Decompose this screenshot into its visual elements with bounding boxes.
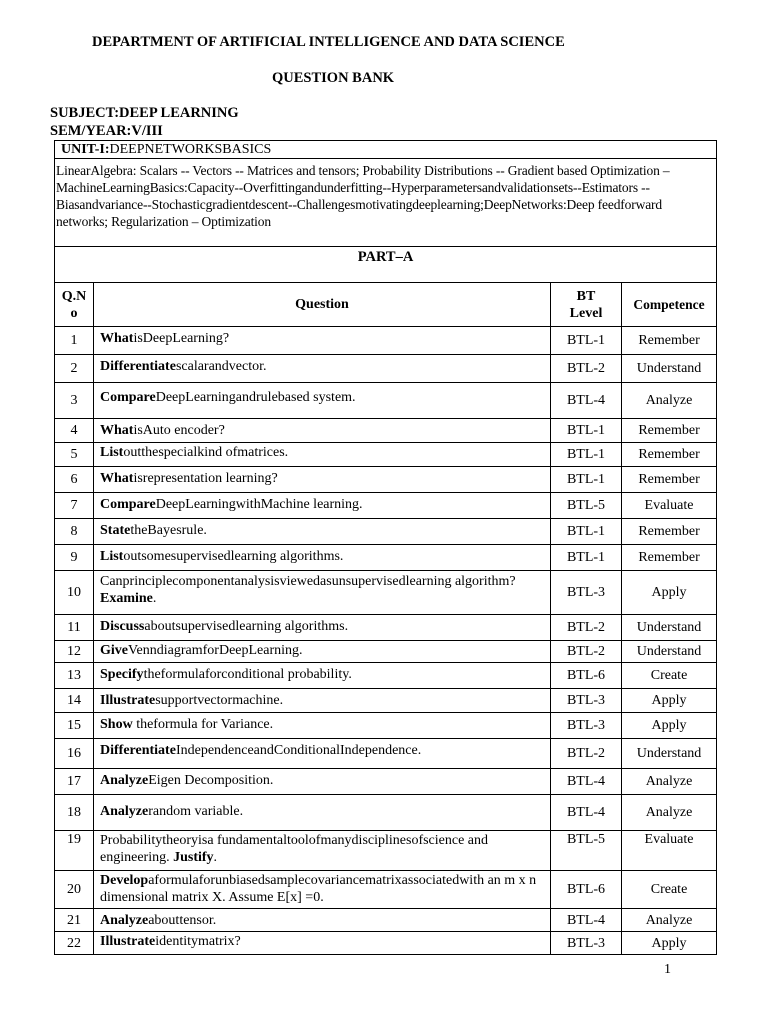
question-text bbox=[94, 419, 551, 443]
table-row bbox=[55, 663, 717, 689]
question-text-part: DeepLearningwithMachine learning. bbox=[155, 497, 363, 512]
question-text bbox=[94, 713, 551, 739]
competence: Apply bbox=[622, 932, 717, 955]
question-text bbox=[94, 831, 551, 871]
bt-level: BTL-4 bbox=[551, 769, 622, 795]
question-text bbox=[94, 327, 551, 355]
table-row bbox=[55, 355, 717, 383]
question-text-part: aformulaforunbiasedsamplecovariancematrixassociatedwith an m x n dimensional matrix X. Assume E[x] =0. bbox=[100, 873, 540, 905]
question-number: 17 bbox=[55, 769, 94, 795]
syllabus-row bbox=[55, 159, 717, 247]
competence: Evaluate bbox=[622, 493, 717, 519]
column-header-row bbox=[55, 283, 717, 327]
question-verb: Examine bbox=[100, 591, 153, 606]
question-text-part: IndependenceandConditionalIndependence. bbox=[175, 743, 422, 758]
bt-level: BTL-1 bbox=[551, 443, 622, 467]
question-text-part: theformulaforconditional probability. bbox=[143, 667, 352, 682]
table-row bbox=[55, 739, 717, 769]
table-row bbox=[55, 443, 717, 467]
question-text-part: isAuto encoder? bbox=[133, 423, 225, 438]
question-number: 15 bbox=[55, 713, 94, 739]
unit-label: UNIT-I: bbox=[61, 142, 110, 157]
question-text bbox=[94, 355, 551, 383]
table-row bbox=[55, 641, 717, 663]
question-verb: Analyze bbox=[100, 913, 149, 928]
column-header-competence: Competence bbox=[622, 283, 717, 327]
bt-level: BTL-3 bbox=[551, 713, 622, 739]
question-text-part: abouttensor. bbox=[148, 913, 217, 928]
question-text bbox=[94, 689, 551, 713]
competence: Understand bbox=[622, 615, 717, 641]
question-text-part: scalarandvector. bbox=[175, 359, 267, 374]
question-text bbox=[94, 909, 551, 932]
question-verb: Show bbox=[100, 717, 133, 732]
bt-level: BTL-1 bbox=[551, 419, 622, 443]
question-number: 22 bbox=[55, 932, 94, 955]
table-row bbox=[55, 327, 717, 355]
competence: Analyze bbox=[622, 383, 717, 419]
question-number: 6 bbox=[55, 467, 94, 493]
question-text-part: isDeepLearning? bbox=[133, 331, 230, 346]
question-number: 16 bbox=[55, 739, 94, 769]
bt-level: BTL-1 bbox=[551, 467, 622, 493]
question-rows bbox=[55, 327, 717, 955]
competence: Analyze bbox=[622, 769, 717, 795]
question-text bbox=[94, 769, 551, 795]
competence: Analyze bbox=[622, 795, 717, 831]
question-text bbox=[94, 571, 551, 615]
qno-header-line1: Q.N bbox=[61, 288, 87, 304]
table-row bbox=[55, 769, 717, 795]
question-verb: State bbox=[100, 523, 131, 538]
competence: Evaluate bbox=[622, 831, 717, 871]
question-text bbox=[94, 467, 551, 493]
question-number: 20 bbox=[55, 871, 94, 909]
question-text-part: isrepresentation learning? bbox=[133, 471, 278, 486]
question-text bbox=[94, 615, 551, 641]
question-verb: Differentiate bbox=[100, 743, 176, 758]
bt-level: BTL-1 bbox=[551, 327, 622, 355]
bt-level: BTL-4 bbox=[551, 795, 622, 831]
question-number: 18 bbox=[55, 795, 94, 831]
bt-header-line2: Level bbox=[569, 305, 603, 321]
question-text bbox=[94, 871, 551, 909]
competence: Understand bbox=[622, 641, 717, 663]
question-verb: Differentiate bbox=[100, 359, 176, 374]
question-verb: Specify bbox=[100, 667, 144, 682]
competence: Remember bbox=[622, 443, 717, 467]
question-text bbox=[94, 932, 551, 955]
question-number: 7 bbox=[55, 493, 94, 519]
question-text bbox=[94, 383, 551, 419]
column-header-question: Question bbox=[94, 283, 551, 327]
question-verb: What bbox=[100, 331, 134, 346]
question-verb: Develop bbox=[100, 873, 149, 888]
bt-level: BTL-1 bbox=[551, 519, 622, 545]
competence: Apply bbox=[622, 689, 717, 713]
qno-header-line2: o bbox=[70, 305, 78, 321]
question-number: 13 bbox=[55, 663, 94, 689]
competence: Apply bbox=[622, 713, 717, 739]
competence: Apply bbox=[622, 571, 717, 615]
table-row bbox=[55, 871, 717, 909]
question-verb: List bbox=[100, 445, 124, 460]
question-text bbox=[94, 795, 551, 831]
question-text bbox=[94, 739, 551, 769]
bt-level: BTL-3 bbox=[551, 571, 622, 615]
question-verb: Analyze bbox=[100, 773, 149, 788]
bt-level: BTL-3 bbox=[551, 689, 622, 713]
competence: Analyze bbox=[622, 909, 717, 932]
table-row bbox=[55, 713, 717, 739]
question-text bbox=[94, 493, 551, 519]
question-text-part: identitymatrix? bbox=[155, 934, 241, 949]
question-number: 19 bbox=[55, 831, 94, 871]
table-row bbox=[55, 493, 717, 519]
competence: Understand bbox=[622, 739, 717, 769]
question-text-part: Probabilitytheoryisa fundamentaltoolofmanydisciplinesofscience and engineering. bbox=[100, 833, 489, 865]
question-number: 8 bbox=[55, 519, 94, 545]
table-row bbox=[55, 932, 717, 955]
question-number: 10 bbox=[55, 571, 94, 615]
competence: Remember bbox=[622, 419, 717, 443]
table-row bbox=[55, 419, 717, 443]
question-number: 1 bbox=[55, 327, 94, 355]
question-text-part: outsomesupervisedlearning algorithms. bbox=[123, 549, 344, 564]
question-number: 4 bbox=[55, 419, 94, 443]
bt-level: BTL-3 bbox=[551, 932, 622, 955]
bt-level: BTL-6 bbox=[551, 871, 622, 909]
table-row bbox=[55, 909, 717, 932]
question-text-part: outthespecialkind ofmatrices. bbox=[123, 445, 289, 460]
department-heading: DEPARTMENT OF ARTIFICIAL INTELLIGENCE AND DATA SCIENCE bbox=[92, 34, 565, 50]
table-row bbox=[55, 545, 717, 571]
table-row bbox=[55, 615, 717, 641]
question-number: 12 bbox=[55, 641, 94, 663]
page-number: 1 bbox=[664, 962, 671, 977]
competence: Remember bbox=[622, 327, 717, 355]
document-title: QUESTION BANK bbox=[272, 70, 395, 86]
bt-level: BTL-2 bbox=[551, 615, 622, 641]
question-text-part: . bbox=[213, 850, 218, 865]
question-text-part: VenndiagramforDeepLearning. bbox=[128, 643, 303, 658]
question-text-part: random variable. bbox=[148, 804, 244, 819]
unit-row bbox=[55, 141, 717, 159]
table-row bbox=[55, 519, 717, 545]
column-header-bt-level bbox=[551, 283, 622, 327]
bt-level: BTL-4 bbox=[551, 909, 622, 932]
table-row bbox=[55, 831, 717, 871]
question-verb: List bbox=[100, 549, 124, 564]
question-verb: Discuss bbox=[100, 619, 145, 634]
question-number: 21 bbox=[55, 909, 94, 932]
bt-level: BTL-2 bbox=[551, 355, 622, 383]
question-number: 14 bbox=[55, 689, 94, 713]
question-number: 3 bbox=[55, 383, 94, 419]
bt-header-line1: BT bbox=[576, 288, 596, 304]
question-verb: What bbox=[100, 471, 134, 486]
competence: Create bbox=[622, 871, 717, 909]
question-text-part: aboutsupervisedlearning algorithms. bbox=[144, 619, 349, 634]
question-number: 2 bbox=[55, 355, 94, 383]
table-row bbox=[55, 467, 717, 493]
subject-line: SUBJECT:DEEP LEARNING bbox=[50, 105, 239, 121]
question-verb: Analyze bbox=[100, 804, 149, 819]
competence: Create bbox=[622, 663, 717, 689]
question-text-part: theBayesrule. bbox=[130, 523, 207, 538]
question-text-part: theformula for Variance. bbox=[132, 717, 274, 732]
question-verb: Illustrate bbox=[100, 934, 156, 949]
question-text-part: Eigen Decomposition. bbox=[148, 773, 274, 788]
question-text-part: Canprinciplecomponentanalysisviewedasunsupervisedlearning algorithm? bbox=[100, 574, 516, 589]
competence: Remember bbox=[622, 467, 717, 493]
question-verb: Compare bbox=[100, 390, 156, 405]
question-verb: What bbox=[100, 423, 134, 438]
table-row bbox=[55, 689, 717, 713]
question-verb: Justify bbox=[173, 850, 214, 865]
competence: Remember bbox=[622, 519, 717, 545]
bt-level: BTL-1 bbox=[551, 545, 622, 571]
question-text-part: supportvectormachine. bbox=[155, 693, 284, 708]
table-row bbox=[55, 571, 717, 615]
question-text bbox=[94, 443, 551, 467]
column-header-qno bbox=[55, 283, 94, 327]
bt-level: BTL-2 bbox=[551, 739, 622, 769]
question-text bbox=[94, 545, 551, 571]
part-heading: PART–A bbox=[55, 247, 717, 283]
question-bank-table bbox=[54, 140, 717, 955]
bt-level: BTL-5 bbox=[551, 831, 622, 871]
question-number: 5 bbox=[55, 443, 94, 467]
question-number: 9 bbox=[55, 545, 94, 571]
competence: Remember bbox=[622, 545, 717, 571]
bt-level: BTL-5 bbox=[551, 493, 622, 519]
question-text-part: . bbox=[152, 591, 157, 606]
part-row bbox=[55, 247, 717, 283]
competence: Understand bbox=[622, 355, 717, 383]
question-text bbox=[94, 641, 551, 663]
question-number: 11 bbox=[55, 615, 94, 641]
sem-year-line: SEM/YEAR:V/III bbox=[50, 123, 163, 139]
question-text-part: DeepLearningandrulebased system. bbox=[155, 390, 356, 405]
question-text bbox=[94, 663, 551, 689]
table-row bbox=[55, 383, 717, 419]
syllabus-text: LinearAlgebra: Scalars -- Vectors -- Matrices and tensors; Probability Distributions -- Gradient based Optimization –MachineLearningBasics:Capacity--Overfittingandunderfitting--Hyperparametersandvalidationsets--Estimators --Biasandvariance--Stochasticgradientdescent--Challengesmotivatingdeeplearning;DeepNetworks:Deep feedforward networks; Regularization – Optimization bbox=[55, 159, 717, 247]
question-verb: Illustrate bbox=[100, 693, 156, 708]
question-text bbox=[94, 519, 551, 545]
question-verb: Give bbox=[100, 643, 128, 658]
bt-level: BTL-2 bbox=[551, 641, 622, 663]
table-row bbox=[55, 795, 717, 831]
unit-cell bbox=[55, 141, 717, 159]
question-verb: Compare bbox=[100, 497, 156, 512]
bt-level: BTL-6 bbox=[551, 663, 622, 689]
unit-title: DEEPNETWORKSBASICS bbox=[109, 142, 272, 157]
bt-level: BTL-4 bbox=[551, 383, 622, 419]
